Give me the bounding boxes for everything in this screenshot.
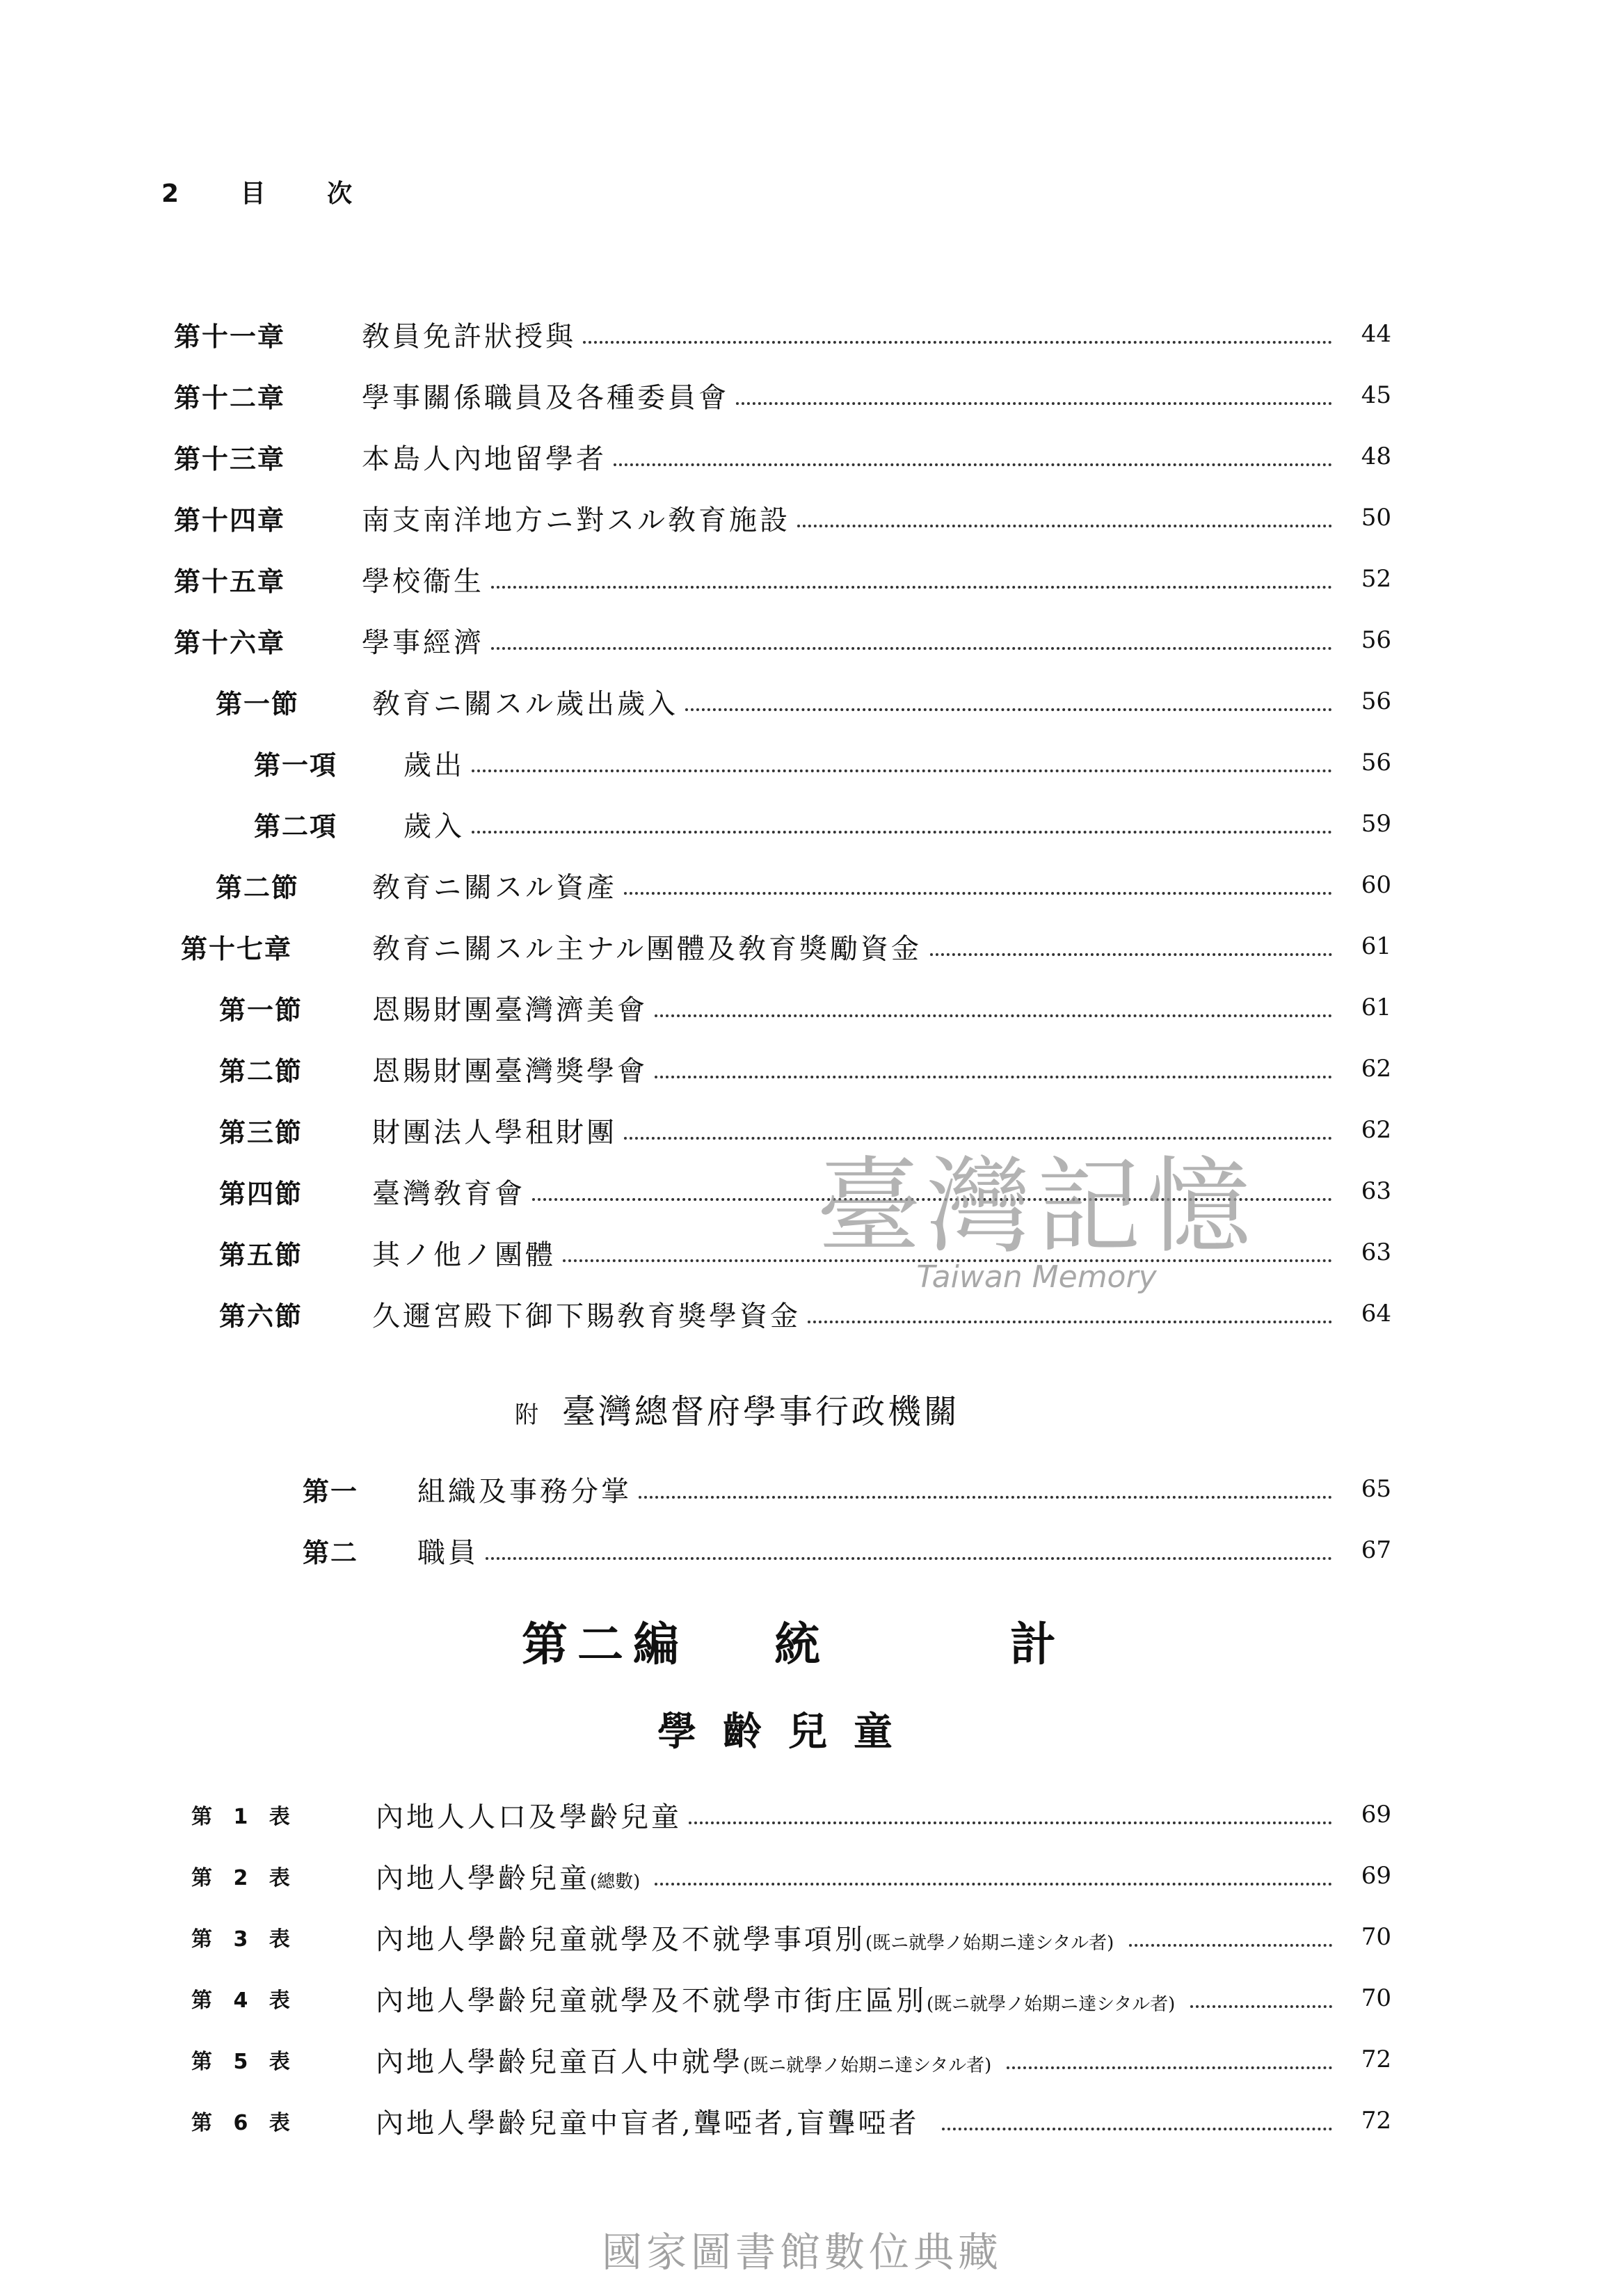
toc-entry-page-number: 44 — [1361, 320, 1391, 348]
toc-entry-leader — [685, 701, 1332, 711]
table-entry-page-number: 70 — [1361, 1984, 1391, 2012]
appendix-entry-label: 第二 — [303, 1537, 359, 1568]
toc-entry-leader — [563, 1252, 1332, 1262]
toc-entry-row — [0, 1170, 1391, 1212]
toc-entry-page-number: 56 — [1361, 687, 1391, 715]
toc-entry-row — [0, 680, 1391, 722]
toc-entry-page-number: 45 — [1361, 381, 1391, 409]
toc-entry-title: 恩賜財團臺灣濟美會 — [372, 994, 648, 1026]
toc-entry-row — [0, 1048, 1391, 1090]
toc-entry-leader — [491, 579, 1332, 589]
table-entry-label: 第 5 表 — [191, 2050, 297, 2074]
footer-watermark: 國家圖書館數位典藏 — [602, 2229, 1003, 2276]
toc-entry-page-number: 56 — [1361, 626, 1391, 654]
toc-entry-leader — [614, 456, 1332, 466]
toc-entry-label: 第五節 — [219, 1239, 303, 1270]
watermark-en: Taiwan Memory — [916, 1259, 1157, 1295]
toc-entry-leader — [491, 640, 1332, 650]
table-entry-label: 第 3 表 — [191, 1927, 297, 1952]
toc-entry-label: 第十六章 — [174, 627, 286, 658]
toc-entry-title: 學校衞生 — [362, 565, 484, 598]
appendix-entry-page-number: 67 — [1361, 1536, 1391, 1564]
toc-entry-page-number: 62 — [1361, 1116, 1391, 1144]
toc-entry-title: 敎育ニ關スル歲出歲入 — [372, 687, 678, 720]
toc-entry-title: 恩賜財團臺灣獎學會 — [372, 1055, 648, 1087]
toc-entry-row — [0, 619, 1391, 661]
appendix-entry-row — [0, 1529, 1391, 1571]
appendix-heading — [515, 1385, 960, 1433]
watermark-cn: 臺灣記憶 — [816, 1147, 1256, 1268]
toc-entry-row — [0, 1231, 1391, 1273]
toc-entry-title: 敎育ニ關スル資產 — [372, 871, 617, 904]
table-entry-leader — [655, 1876, 1332, 1886]
toc-entry-label: 第四節 — [219, 1178, 303, 1209]
toc-entry-row — [0, 436, 1391, 477]
table-entry-page-number: 72 — [1361, 2046, 1391, 2073]
appendix-entry-page-number: 65 — [1361, 1475, 1391, 1503]
toc-entry-title: 本島人內地留學者 — [362, 443, 607, 475]
toc-entry-row — [0, 742, 1391, 783]
toc-entry-row — [0, 374, 1391, 416]
table-entry-leader — [1129, 1937, 1332, 1947]
table-entry-title: 內地人學齡兒童中盲者,聾啞者,盲聾啞者 — [376, 2107, 920, 2139]
toc-entry-leader — [583, 334, 1332, 344]
part-title-1: 統 — [774, 1618, 820, 1671]
table-entry-page-number: 69 — [1361, 1801, 1391, 1828]
table-entry-leader — [942, 2121, 1332, 2130]
table-entry-note: (既ニ就學ノ始期ニ達シタル者) — [743, 2055, 992, 2076]
table-entry-label: 第 6 表 — [191, 2111, 297, 2135]
table-entry-row — [0, 2039, 1391, 2080]
table-entry-row — [0, 1794, 1391, 1835]
appendix-entry-title: 組織及事務分掌 — [417, 1475, 632, 1508]
table-entry-leader — [1190, 1998, 1332, 2008]
toc-entry-page-number: 59 — [1361, 810, 1391, 838]
page-header — [161, 174, 378, 209]
part-title-2: 計 — [1009, 1618, 1056, 1671]
toc-entry-row — [0, 313, 1391, 355]
page-number: 2 — [161, 180, 206, 208]
toc-entry-row — [0, 1293, 1391, 1334]
toc-entry-leader — [655, 1069, 1332, 1078]
toc-entry-label: 第十三章 — [174, 443, 286, 475]
table-entry-page-number: 72 — [1361, 2107, 1391, 2135]
toc-entry-page-number: 62 — [1361, 1055, 1391, 1083]
toc-entry-row — [0, 497, 1391, 539]
toc-entry-leader — [472, 763, 1332, 772]
toc-entry-label: 第十一章 — [174, 321, 286, 352]
toc-entry-title: 臺灣敎育會 — [372, 1177, 525, 1210]
appendix-entry-row — [0, 1468, 1391, 1510]
toc-entry-title: 其ノ他ノ團體 — [372, 1238, 556, 1271]
appendix-entry-label: 第一 — [303, 1476, 359, 1507]
appendix-prefix: 附 — [515, 1401, 541, 1429]
toc-entry-page-number: 52 — [1361, 565, 1391, 593]
table-entry-title: 內地人學齡兒童百人中就學(既ニ就學ノ始期ニ達シタル者) — [376, 2046, 992, 2078]
toc-entry-title: 久邇宮殿下御下賜敎育獎學資金 — [372, 1300, 801, 1332]
toc-entry-title: 敎員免許狀授與 — [362, 320, 576, 353]
table-entry-title: 內地人學齡兒童就學及不就學事項別(既ニ就學ノ始期ニ達シタル者) — [376, 1923, 1114, 1956]
table-entry-row — [0, 1855, 1391, 1897]
toc-entry-page-number: 60 — [1361, 871, 1391, 899]
toc-entry-row — [0, 864, 1391, 906]
running-title: 目 次 — [240, 180, 379, 208]
toc-entry-label: 第二節 — [216, 872, 300, 903]
table-entry-row — [0, 1916, 1391, 1958]
toc-entry-page-number: 63 — [1361, 1238, 1391, 1266]
toc-entry-leader — [532, 1191, 1332, 1201]
table-entry-note: (總數) — [590, 1871, 641, 1892]
toc-entry-page-number: 56 — [1361, 749, 1391, 776]
toc-entry-label: 第十七章 — [181, 933, 293, 964]
toc-entry-leader — [624, 885, 1332, 895]
toc-entry-leader — [930, 946, 1332, 956]
appendix-title: 臺灣總督府學事行政機關 — [562, 1392, 961, 1431]
table-entry-row — [0, 1977, 1391, 2019]
toc-entry-title: 學事經濟 — [362, 626, 484, 659]
toc-entry-title: 敎育ニ關スル主ナル團體及敎育獎勵資金 — [372, 932, 922, 965]
table-entry-title: 內地人學齡兒童就學及不就學市街庄區別(既ニ就學ノ始期ニ達シタル者) — [376, 1984, 1176, 2017]
table-entry-label: 第 4 表 — [191, 1988, 297, 2013]
table-entry-row — [0, 2100, 1391, 2142]
part-number: 第二編 — [522, 1618, 689, 1671]
toc-entry-leader — [655, 1007, 1332, 1017]
toc-entry-label: 第十四章 — [174, 504, 286, 536]
toc-entry-title: 學事關係職員及各種委員會 — [362, 381, 729, 414]
toc-entry-title: 南支南洋地方ニ對スル敎育施設 — [362, 504, 790, 536]
toc-entry-label: 第六節 — [219, 1300, 303, 1332]
toc-entry-leader — [472, 824, 1332, 834]
toc-entry-label: 第二節 — [219, 1055, 303, 1087]
toc-entry-label: 第一節 — [216, 688, 300, 719]
toc-entry-row — [0, 1109, 1391, 1151]
toc-entry-label: 第三節 — [219, 1117, 303, 1148]
toc-entry-label: 第二項 — [254, 811, 338, 842]
toc-entry-leader — [624, 1130, 1332, 1140]
toc-entry-page-number: 63 — [1361, 1177, 1391, 1205]
toc-entry-page-number: 48 — [1361, 443, 1391, 470]
table-entry-label: 第 1 表 — [191, 1805, 297, 1829]
toc-entry-page-number: 50 — [1361, 504, 1391, 532]
toc-entry-page-number: 61 — [1361, 994, 1391, 1021]
toc-entry-label: 第一節 — [219, 994, 303, 1026]
table-entry-leader — [689, 1815, 1332, 1824]
appendix-entry-leader — [639, 1489, 1332, 1499]
toc-entry-page-number: 61 — [1361, 932, 1391, 960]
toc-entry-label: 第一項 — [254, 749, 338, 781]
toc-entry-row — [0, 558, 1391, 600]
toc-entry-row — [0, 925, 1391, 967]
toc-entry-title: 財團法人學租財團 — [372, 1116, 617, 1149]
table-entry-note: (既ニ就學ノ始期ニ達シタル者) — [865, 1932, 1114, 1954]
appendix-entry-leader — [486, 1550, 1332, 1560]
table-entry-title: 內地人人口及學齡兒童 — [376, 1801, 682, 1833]
toc-entry-title: 歲入 — [403, 810, 465, 843]
toc-entry-row — [0, 987, 1391, 1028]
table-entry-label: 第 2 表 — [191, 1866, 297, 1890]
toc-entry-leader — [797, 518, 1332, 527]
table-entry-title: 內地人學齡兒童(總數) — [376, 1862, 641, 1895]
table-entry-page-number: 70 — [1361, 1923, 1391, 1951]
table-entry-note: (既ニ就學ノ始期ニ達シタル者) — [927, 1993, 1176, 2015]
toc-entry-leader — [808, 1314, 1332, 1323]
toc-entry-leader — [736, 395, 1332, 405]
toc-entry-label: 第十五章 — [174, 566, 286, 597]
toc-entry-label: 第十二章 — [174, 382, 286, 413]
table-entry-page-number: 69 — [1361, 1862, 1391, 1890]
appendix-entry-title: 職員 — [417, 1536, 479, 1569]
toc-entry-page-number: 64 — [1361, 1300, 1391, 1328]
table-entry-leader — [1007, 2059, 1332, 2069]
part-title — [522, 1607, 1056, 1673]
section-heading: 學齡兒童 — [657, 1709, 919, 1755]
toc-entry-row — [0, 803, 1391, 845]
toc-entry-title: 歲出 — [403, 749, 465, 781]
